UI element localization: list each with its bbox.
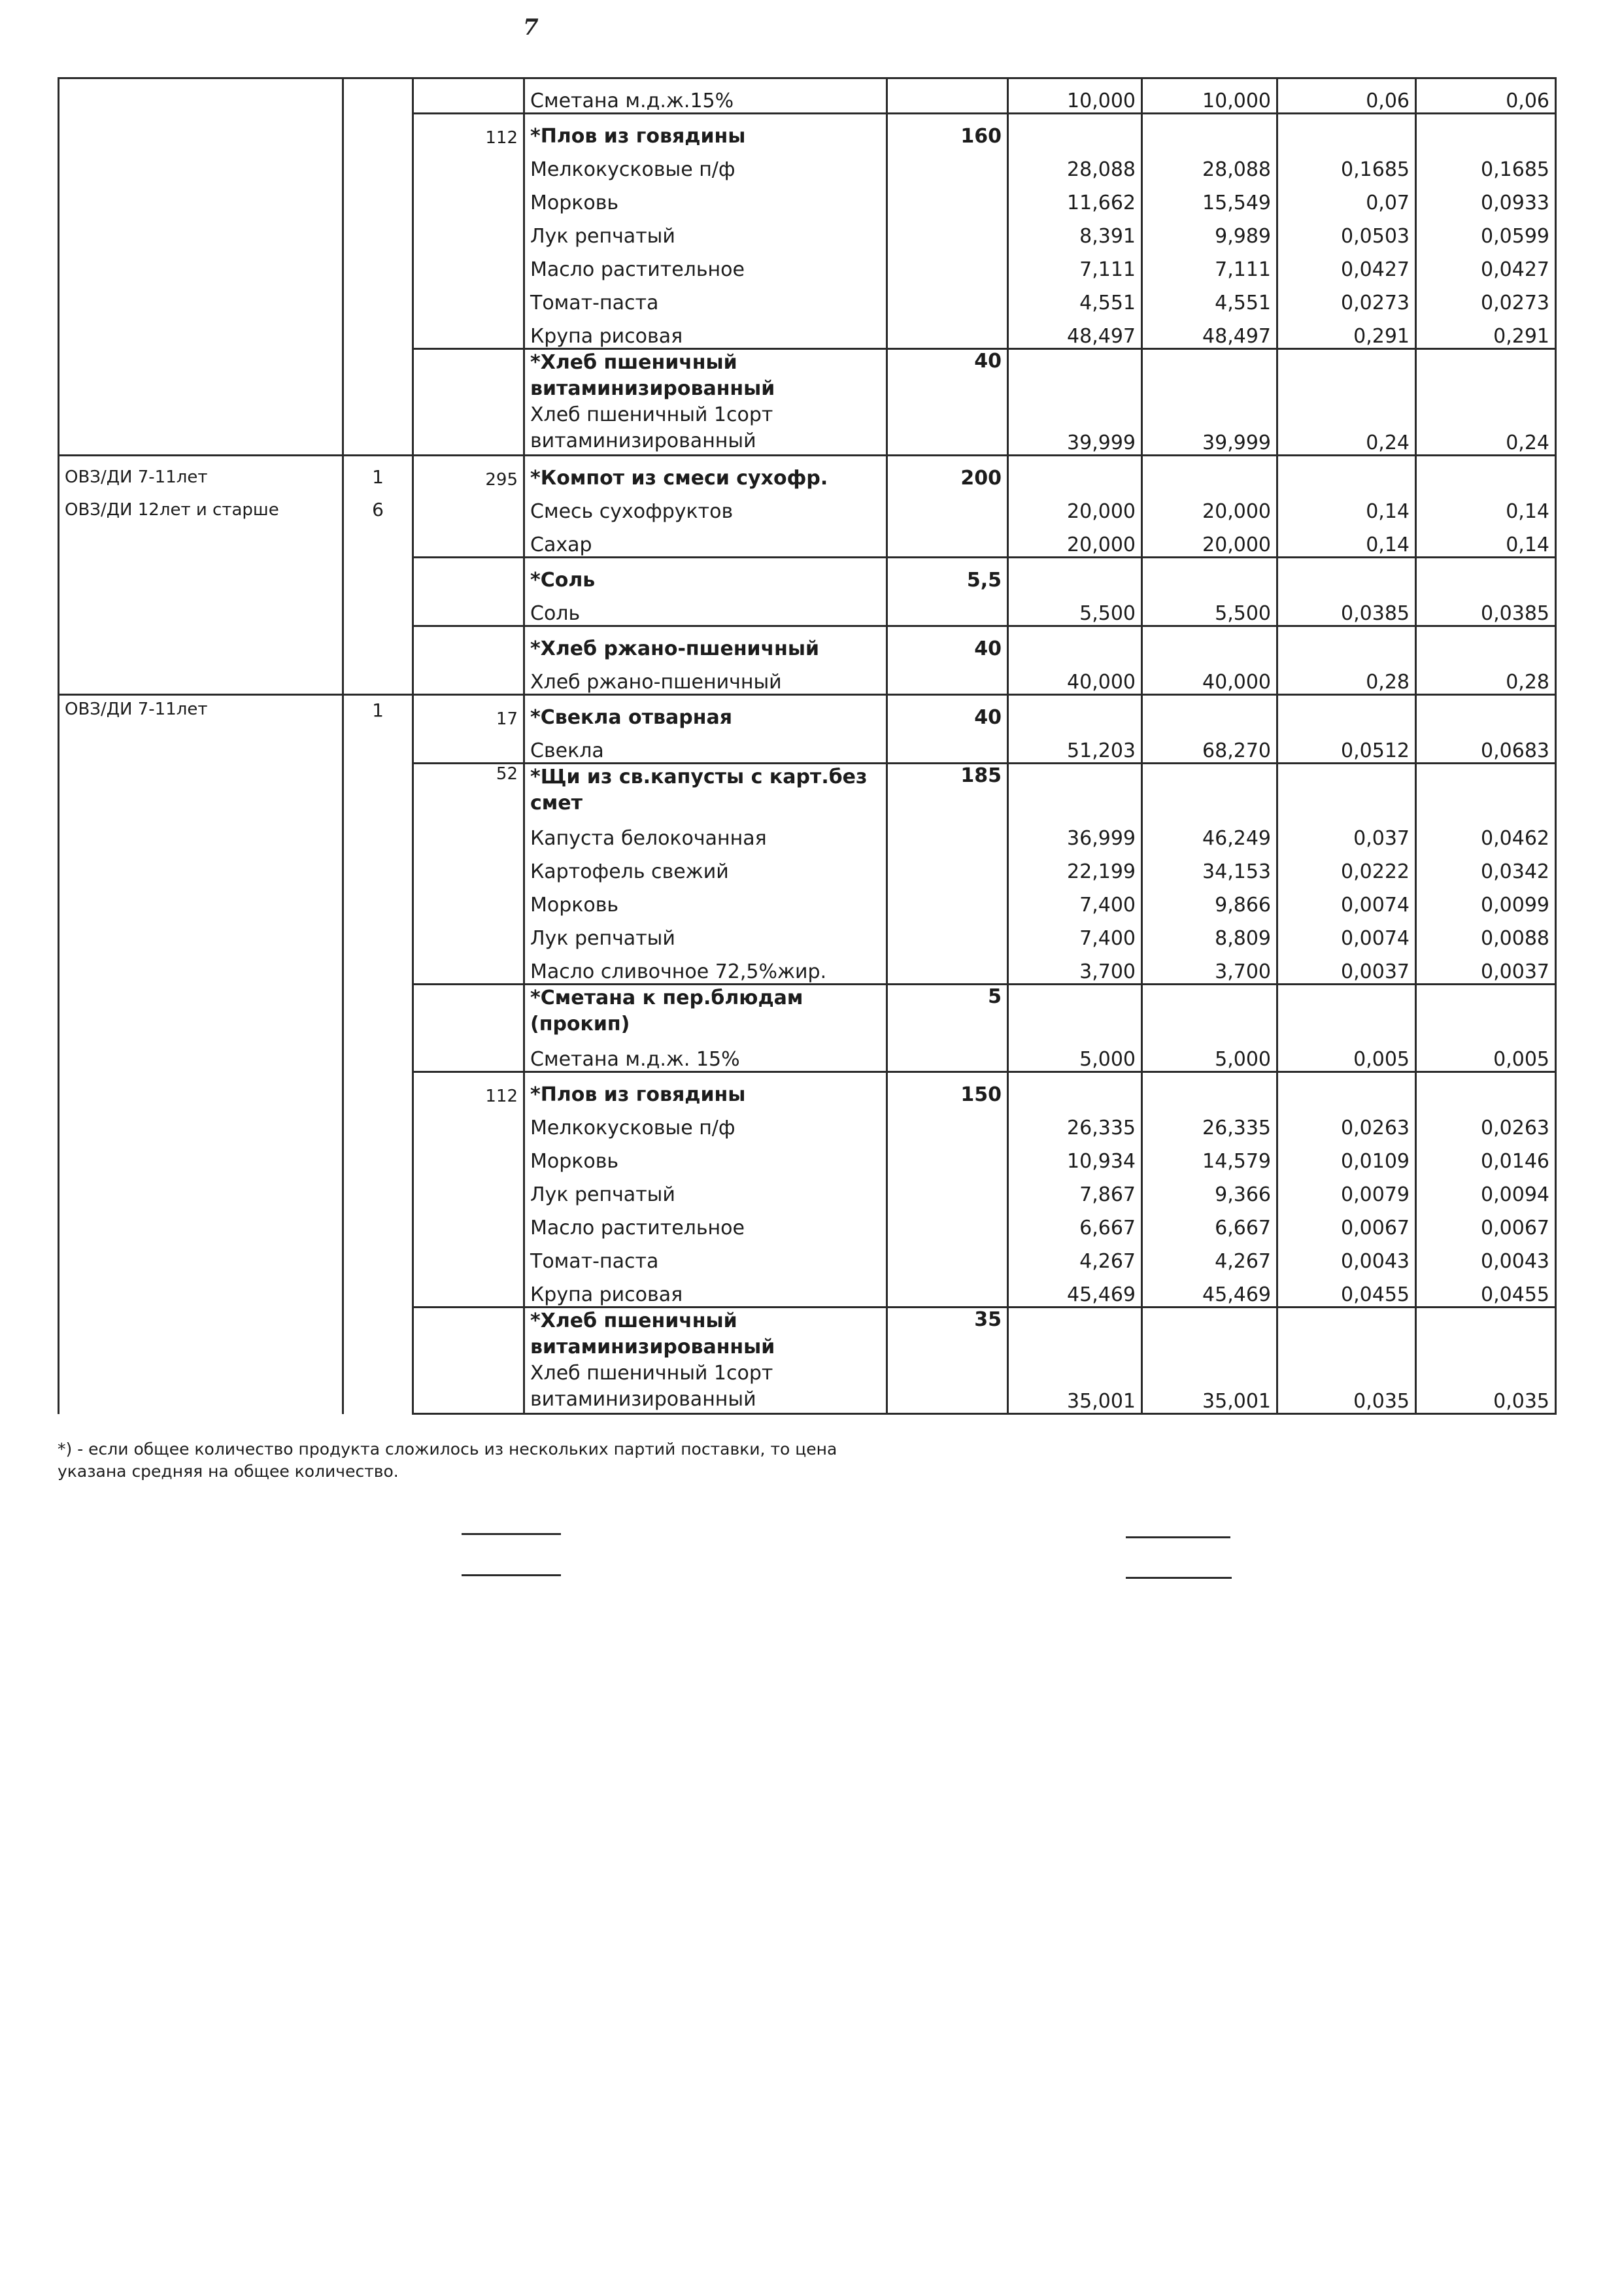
ingredient-name: Свекла bbox=[524, 729, 887, 764]
code-cell bbox=[413, 402, 524, 456]
value2-cell bbox=[1416, 1072, 1556, 1107]
value1-cell: 0,14 bbox=[1277, 523, 1416, 558]
ingredient-name: Смесь сухофруктов bbox=[524, 490, 887, 523]
group-label: ОВЗ/ДИ 12лет и старше bbox=[65, 500, 279, 520]
net-cell bbox=[1142, 114, 1277, 148]
code-cell bbox=[413, 729, 524, 764]
value1-cell: 0,0263 bbox=[1277, 1106, 1416, 1140]
code-cell: 17 bbox=[413, 695, 524, 730]
yield-cell bbox=[887, 214, 1008, 248]
gross-cell bbox=[1008, 764, 1142, 817]
ingredient-name: Лук репчатый bbox=[524, 1173, 887, 1206]
ingredient-name: Мелкокусковые п/ф bbox=[524, 1106, 887, 1140]
gross-cell: 4,267 bbox=[1008, 1240, 1142, 1273]
ingredient-name: Масло растительное bbox=[524, 248, 887, 281]
value2-cell: 0,0088 bbox=[1416, 917, 1556, 950]
code-cell bbox=[413, 917, 524, 950]
yield-cell bbox=[887, 1038, 1008, 1072]
value1-cell: 0,28 bbox=[1277, 660, 1416, 695]
value1-cell: 0,0385 bbox=[1277, 592, 1416, 626]
value1-cell: 0,0427 bbox=[1277, 248, 1416, 281]
menu-requirement-table bbox=[58, 77, 1557, 1415]
count-value: 6 bbox=[372, 499, 384, 520]
yield-cell bbox=[887, 402, 1008, 456]
dish-name: *Сметана к пер.блюдам (прокип) bbox=[524, 985, 887, 1038]
value2-cell: 0,14 bbox=[1416, 523, 1556, 558]
value1-cell bbox=[1277, 985, 1416, 1038]
code-cell bbox=[413, 181, 524, 214]
code-cell bbox=[413, 78, 524, 114]
value2-cell bbox=[1416, 764, 1556, 817]
ingredient-name: Томат-паста bbox=[524, 281, 887, 314]
ingredient-name: Лук репчатый bbox=[524, 917, 887, 950]
code-cell bbox=[413, 490, 524, 523]
net-cell bbox=[1142, 985, 1277, 1038]
value2-cell: 0,0462 bbox=[1416, 817, 1556, 850]
group-cell bbox=[59, 456, 343, 695]
net-cell: 6,667 bbox=[1142, 1206, 1277, 1240]
ingredient-name: Крупа рисовая bbox=[524, 314, 887, 349]
net-cell: 14,579 bbox=[1142, 1140, 1277, 1173]
gross-cell: 5,000 bbox=[1008, 1038, 1142, 1072]
net-cell bbox=[1142, 1308, 1277, 1361]
count-value: 1 bbox=[372, 700, 384, 721]
count-value: 1 bbox=[372, 466, 384, 488]
yield-cell: 200 bbox=[887, 456, 1008, 490]
value2-cell: 0,06 bbox=[1416, 78, 1556, 114]
yield-cell bbox=[887, 1206, 1008, 1240]
code-cell bbox=[413, 1106, 524, 1140]
ingredient-name: Сахар bbox=[524, 523, 887, 558]
signature-line-right-2 bbox=[1126, 1577, 1232, 1579]
value1-cell: 0,0109 bbox=[1277, 1140, 1416, 1173]
signature-line-right-1 bbox=[1126, 1536, 1230, 1538]
yield-cell bbox=[887, 592, 1008, 626]
code-cell bbox=[413, 1273, 524, 1308]
yield-cell: 5,5 bbox=[887, 558, 1008, 592]
ingredient-name: Томат-паста bbox=[524, 1240, 887, 1273]
value1-cell bbox=[1277, 114, 1416, 148]
dish-name: *Соль bbox=[524, 558, 887, 592]
code-cell bbox=[413, 950, 524, 985]
net-cell: 4,267 bbox=[1142, 1240, 1277, 1273]
value2-cell: 0,0146 bbox=[1416, 1140, 1556, 1173]
net-cell: 48,497 bbox=[1142, 314, 1277, 349]
signature-line-left-2 bbox=[462, 1574, 561, 1576]
code-cell bbox=[413, 349, 524, 403]
value1-cell: 0,0455 bbox=[1277, 1273, 1416, 1308]
ingredient-name: Капуста белокочанная bbox=[524, 817, 887, 850]
gross-cell: 45,469 bbox=[1008, 1273, 1142, 1308]
net-cell: 8,809 bbox=[1142, 917, 1277, 950]
value1-cell bbox=[1277, 695, 1416, 730]
ingredient-name: Мелкокусковые п/ф bbox=[524, 148, 887, 181]
signature-line-left-1 bbox=[462, 1533, 561, 1535]
gross-cell: 10,000 bbox=[1008, 78, 1142, 114]
net-cell: 20,000 bbox=[1142, 490, 1277, 523]
gross-cell bbox=[1008, 114, 1142, 148]
yield-cell bbox=[887, 850, 1008, 883]
net-cell bbox=[1142, 695, 1277, 730]
value1-cell: 0,0222 bbox=[1277, 850, 1416, 883]
value1-cell: 0,0043 bbox=[1277, 1240, 1416, 1273]
net-cell: 5,000 bbox=[1142, 1038, 1277, 1072]
dish-name: *Плов из говядины bbox=[524, 1072, 887, 1107]
net-cell bbox=[1142, 349, 1277, 403]
group-cell bbox=[59, 78, 343, 456]
value2-cell: 0,14 bbox=[1416, 490, 1556, 523]
net-cell: 26,335 bbox=[1142, 1106, 1277, 1140]
ingredient-name: Хлеб ржано-пшеничный bbox=[524, 660, 887, 695]
code-cell bbox=[413, 214, 524, 248]
gross-cell: 11,662 bbox=[1008, 181, 1142, 214]
net-cell: 35,001 bbox=[1142, 1360, 1277, 1414]
ingredient-name: Лук репчатый bbox=[524, 214, 887, 248]
net-cell: 34,153 bbox=[1142, 850, 1277, 883]
code-cell bbox=[413, 1038, 524, 1072]
gross-cell: 26,335 bbox=[1008, 1106, 1142, 1140]
value2-cell bbox=[1416, 695, 1556, 730]
net-cell: 10,000 bbox=[1142, 78, 1277, 114]
ingredient-name: Хлеб пшеничный 1сорт витаминизированный bbox=[524, 402, 887, 456]
value2-cell: 0,0933 bbox=[1416, 181, 1556, 214]
count-cell bbox=[343, 695, 413, 1414]
value1-cell: 0,24 bbox=[1277, 402, 1416, 456]
value1-cell: 0,0037 bbox=[1277, 950, 1416, 985]
dish-name: *Свекла отварная bbox=[524, 695, 887, 730]
gross-cell: 7,400 bbox=[1008, 883, 1142, 917]
net-cell: 20,000 bbox=[1142, 523, 1277, 558]
gross-cell: 3,700 bbox=[1008, 950, 1142, 985]
net-cell: 40,000 bbox=[1142, 660, 1277, 695]
code-cell bbox=[413, 1308, 524, 1361]
value2-cell: 0,0385 bbox=[1416, 592, 1556, 626]
gross-cell: 40,000 bbox=[1008, 660, 1142, 695]
value2-cell: 0,0099 bbox=[1416, 883, 1556, 917]
value1-cell: 0,0074 bbox=[1277, 917, 1416, 950]
value1-cell bbox=[1277, 456, 1416, 490]
yield-cell bbox=[887, 1360, 1008, 1414]
gross-cell: 36,999 bbox=[1008, 817, 1142, 850]
value1-cell: 0,0079 bbox=[1277, 1173, 1416, 1206]
net-cell: 45,469 bbox=[1142, 1273, 1277, 1308]
value2-cell: 0,0037 bbox=[1416, 950, 1556, 985]
gross-cell bbox=[1008, 1072, 1142, 1107]
net-cell: 28,088 bbox=[1142, 148, 1277, 181]
code-cell bbox=[413, 523, 524, 558]
code-cell bbox=[413, 248, 524, 281]
yield-cell bbox=[887, 917, 1008, 950]
value1-cell: 0,1685 bbox=[1277, 148, 1416, 181]
ingredient-name: Хлеб пшеничный 1сорт витаминизированный bbox=[524, 1360, 887, 1414]
gross-cell: 5,500 bbox=[1008, 592, 1142, 626]
ingredient-name: Масло растительное bbox=[524, 1206, 887, 1240]
gross-cell: 4,551 bbox=[1008, 281, 1142, 314]
gross-cell: 39,999 bbox=[1008, 402, 1142, 456]
code-cell bbox=[413, 985, 524, 1038]
code-cell: 112 bbox=[413, 114, 524, 148]
yield-cell: 35 bbox=[887, 1308, 1008, 1361]
yield-cell: 40 bbox=[887, 349, 1008, 403]
gross-cell: 22,199 bbox=[1008, 850, 1142, 883]
value1-cell: 0,0512 bbox=[1277, 729, 1416, 764]
net-cell bbox=[1142, 456, 1277, 490]
gross-cell: 7,867 bbox=[1008, 1173, 1142, 1206]
yield-cell bbox=[887, 1240, 1008, 1273]
value2-cell bbox=[1416, 985, 1556, 1038]
net-cell: 9,989 bbox=[1142, 214, 1277, 248]
value1-cell bbox=[1277, 1308, 1416, 1361]
value2-cell bbox=[1416, 558, 1556, 592]
ingredient-name: Морковь bbox=[524, 1140, 887, 1173]
code-cell: 52 bbox=[413, 764, 524, 817]
value1-cell: 0,0273 bbox=[1277, 281, 1416, 314]
gross-cell bbox=[1008, 456, 1142, 490]
ingredient-name: Сметана м.д.ж. 15% bbox=[524, 1038, 887, 1072]
yield-cell bbox=[887, 1173, 1008, 1206]
yield-cell bbox=[887, 883, 1008, 917]
yield-cell bbox=[887, 729, 1008, 764]
yield-cell bbox=[887, 523, 1008, 558]
yield-cell: 150 bbox=[887, 1072, 1008, 1107]
value2-cell: 0,0455 bbox=[1416, 1273, 1556, 1308]
code-cell bbox=[413, 558, 524, 592]
value1-cell bbox=[1277, 349, 1416, 403]
value2-cell: 0,005 bbox=[1416, 1038, 1556, 1072]
value2-cell: 0,24 bbox=[1416, 402, 1556, 456]
gross-cell: 35,001 bbox=[1008, 1360, 1142, 1414]
value1-cell: 0,07 bbox=[1277, 181, 1416, 214]
value2-cell: 0,0342 bbox=[1416, 850, 1556, 883]
value1-cell bbox=[1277, 1072, 1416, 1107]
code-cell bbox=[413, 148, 524, 181]
value1-cell bbox=[1277, 558, 1416, 592]
net-cell: 3,700 bbox=[1142, 950, 1277, 985]
value1-cell: 0,14 bbox=[1277, 490, 1416, 523]
group-cell bbox=[59, 695, 343, 1414]
code-cell bbox=[413, 817, 524, 850]
yield-cell bbox=[887, 950, 1008, 985]
yield-cell: 185 bbox=[887, 764, 1008, 817]
value2-cell: 0,1685 bbox=[1416, 148, 1556, 181]
value1-cell: 0,06 bbox=[1277, 78, 1416, 114]
code-cell: 112 bbox=[413, 1072, 524, 1107]
value1-cell: 0,291 bbox=[1277, 314, 1416, 349]
ingredient-name: Сметана м.д.ж.15% bbox=[524, 78, 887, 114]
dish-name: *Щи из св.капусты с карт.без смет bbox=[524, 764, 887, 817]
yield-cell bbox=[887, 281, 1008, 314]
code-cell bbox=[413, 883, 524, 917]
value1-cell: 0,0067 bbox=[1277, 1206, 1416, 1240]
yield-cell bbox=[887, 78, 1008, 114]
gross-cell: 51,203 bbox=[1008, 729, 1142, 764]
yield-cell bbox=[887, 1140, 1008, 1173]
value1-cell: 0,035 bbox=[1277, 1360, 1416, 1414]
net-cell: 9,866 bbox=[1142, 883, 1277, 917]
value1-cell: 0,037 bbox=[1277, 817, 1416, 850]
net-cell bbox=[1142, 558, 1277, 592]
net-cell: 15,549 bbox=[1142, 181, 1277, 214]
code-cell bbox=[413, 850, 524, 883]
value2-cell: 0,0683 bbox=[1416, 729, 1556, 764]
value1-cell: 0,0503 bbox=[1277, 214, 1416, 248]
ingredient-name: Морковь bbox=[524, 883, 887, 917]
yield-cell: 5 bbox=[887, 985, 1008, 1038]
group-label: ОВЗ/ДИ 7-11лет bbox=[65, 467, 208, 487]
yield-cell bbox=[887, 660, 1008, 695]
gross-cell: 6,667 bbox=[1008, 1206, 1142, 1240]
code-cell: 295 bbox=[413, 456, 524, 490]
value2-cell: 0,0427 bbox=[1416, 248, 1556, 281]
code-cell bbox=[413, 281, 524, 314]
value2-cell bbox=[1416, 1308, 1556, 1361]
yield-cell: 160 bbox=[887, 114, 1008, 148]
yield-cell bbox=[887, 148, 1008, 181]
net-cell: 4,551 bbox=[1142, 281, 1277, 314]
gross-cell: 7,111 bbox=[1008, 248, 1142, 281]
gross-cell bbox=[1008, 626, 1142, 661]
gross-cell bbox=[1008, 1308, 1142, 1361]
value2-cell: 0,291 bbox=[1416, 314, 1556, 349]
page-mark: 7 bbox=[523, 14, 539, 41]
yield-cell bbox=[887, 248, 1008, 281]
net-cell: 5,500 bbox=[1142, 592, 1277, 626]
value2-cell bbox=[1416, 114, 1556, 148]
dish-name: *Хлеб пшеничный витаминизированный bbox=[524, 349, 887, 403]
count-cell bbox=[343, 78, 413, 456]
gross-cell: 48,497 bbox=[1008, 314, 1142, 349]
value2-cell bbox=[1416, 626, 1556, 661]
code-cell bbox=[413, 1173, 524, 1206]
yield-cell: 40 bbox=[887, 626, 1008, 661]
yield-cell: 40 bbox=[887, 695, 1008, 730]
net-cell: 9,366 bbox=[1142, 1173, 1277, 1206]
gross-cell bbox=[1008, 349, 1142, 403]
value2-cell: 0,035 bbox=[1416, 1360, 1556, 1414]
dish-name: *Хлеб пшеничный витаминизированный bbox=[524, 1308, 887, 1361]
net-cell bbox=[1142, 764, 1277, 817]
code-cell bbox=[413, 626, 524, 661]
code-cell bbox=[413, 660, 524, 695]
gross-cell: 20,000 bbox=[1008, 490, 1142, 523]
value2-cell: 0,0043 bbox=[1416, 1240, 1556, 1273]
gross-cell bbox=[1008, 558, 1142, 592]
value2-cell: 0,0599 bbox=[1416, 214, 1556, 248]
ingredient-name: Картофель свежий bbox=[524, 850, 887, 883]
yield-cell bbox=[887, 490, 1008, 523]
ingredient-name: Крупа рисовая bbox=[524, 1273, 887, 1308]
gross-cell: 10,934 bbox=[1008, 1140, 1142, 1173]
gross-cell: 8,391 bbox=[1008, 214, 1142, 248]
dish-name: *Хлеб ржано-пшеничный bbox=[524, 626, 887, 661]
ingredient-name: Масло сливочное 72,5%жир. bbox=[524, 950, 887, 985]
code-cell bbox=[413, 314, 524, 349]
net-cell bbox=[1142, 626, 1277, 661]
value1-cell bbox=[1277, 626, 1416, 661]
group-label: ОВЗ/ДИ 7-11лет bbox=[65, 700, 208, 719]
value2-cell: 0,0263 bbox=[1416, 1106, 1556, 1140]
dish-name: *Плов из говядины bbox=[524, 114, 887, 148]
code-cell bbox=[413, 1360, 524, 1414]
count-cell bbox=[343, 456, 413, 695]
footnote: *) - если общее количество продукта сложилось из нескольких партий поставки, то цена указана средняя на общее количество. bbox=[58, 1440, 837, 1481]
code-cell bbox=[413, 592, 524, 626]
net-cell: 39,999 bbox=[1142, 402, 1277, 456]
value2-cell: 0,0273 bbox=[1416, 281, 1556, 314]
yield-cell bbox=[887, 1106, 1008, 1140]
yield-cell bbox=[887, 817, 1008, 850]
value2-cell: 0,28 bbox=[1416, 660, 1556, 695]
value1-cell: 0,0074 bbox=[1277, 883, 1416, 917]
gross-cell bbox=[1008, 695, 1142, 730]
ingredient-name: Соль bbox=[524, 592, 887, 626]
gross-cell bbox=[1008, 985, 1142, 1038]
code-cell bbox=[413, 1240, 524, 1273]
net-cell: 46,249 bbox=[1142, 817, 1277, 850]
code-cell bbox=[413, 1140, 524, 1173]
value2-cell bbox=[1416, 349, 1556, 403]
gross-cell: 20,000 bbox=[1008, 523, 1142, 558]
ingredient-name: Морковь bbox=[524, 181, 887, 214]
value2-cell: 0,0067 bbox=[1416, 1206, 1556, 1240]
value2-cell bbox=[1416, 456, 1556, 490]
gross-cell: 28,088 bbox=[1008, 148, 1142, 181]
code-cell bbox=[413, 1206, 524, 1240]
dish-name: *Компот из смеси сухофр. bbox=[524, 456, 887, 490]
value1-cell: 0,005 bbox=[1277, 1038, 1416, 1072]
value2-cell: 0,0094 bbox=[1416, 1173, 1556, 1206]
value1-cell bbox=[1277, 764, 1416, 817]
net-cell: 7,111 bbox=[1142, 248, 1277, 281]
yield-cell bbox=[887, 1273, 1008, 1308]
net-cell: 68,270 bbox=[1142, 729, 1277, 764]
yield-cell bbox=[887, 314, 1008, 349]
yield-cell bbox=[887, 181, 1008, 214]
net-cell bbox=[1142, 1072, 1277, 1107]
gross-cell: 7,400 bbox=[1008, 917, 1142, 950]
